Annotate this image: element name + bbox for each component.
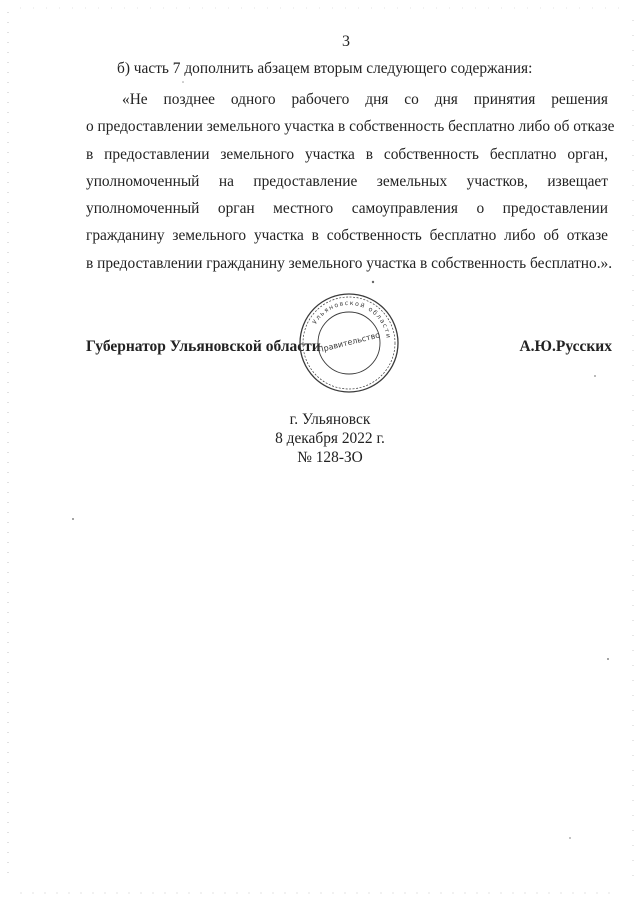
quote-line: уполномоченный на предоставление земельных участков, извещает — [86, 172, 608, 190]
issuance-number: № 128-ЗО — [297, 449, 363, 466]
quote-line: «Не позднее одного рабочего дня со дня принятия решения — [122, 91, 608, 108]
signatory-name: А.Ю.Русских — [519, 338, 612, 355]
quote-line: уполномоченный орган местного самоуправления о предоставлении — [86, 200, 608, 218]
signatory-title: Губернатор Ульяновской области — [86, 338, 321, 355]
quote-line: о предоставлении земельного участка в собственность бесплатно либо об отказе — [86, 118, 615, 136]
quoted-paragraph — [86, 86, 615, 277]
seal-inner-text: Правительство — [316, 330, 382, 355]
quote-line: в предоставлении земельного участка в собственность бесплатно орган, — [86, 145, 608, 163]
quote-line: в предоставлении гражданину земельного участка в собственность бесплатно.». — [86, 254, 613, 272]
issuance-city: г. Ульяновск — [289, 411, 371, 428]
official-seal-stamp — [297, 291, 401, 395]
page-number: 3 — [342, 33, 350, 50]
quote-line: гражданину земельного участка в собственность бесплатно либо об отказе — [86, 227, 608, 245]
issuance-date: 8 декабря 2022 г. — [275, 430, 385, 447]
issuance-block — [240, 410, 420, 467]
amendment-intro: б) часть 7 дополнить абзацем вторым следующего содержания: — [117, 60, 533, 77]
seal-ring-text: Ульяновской области — [311, 299, 392, 340]
